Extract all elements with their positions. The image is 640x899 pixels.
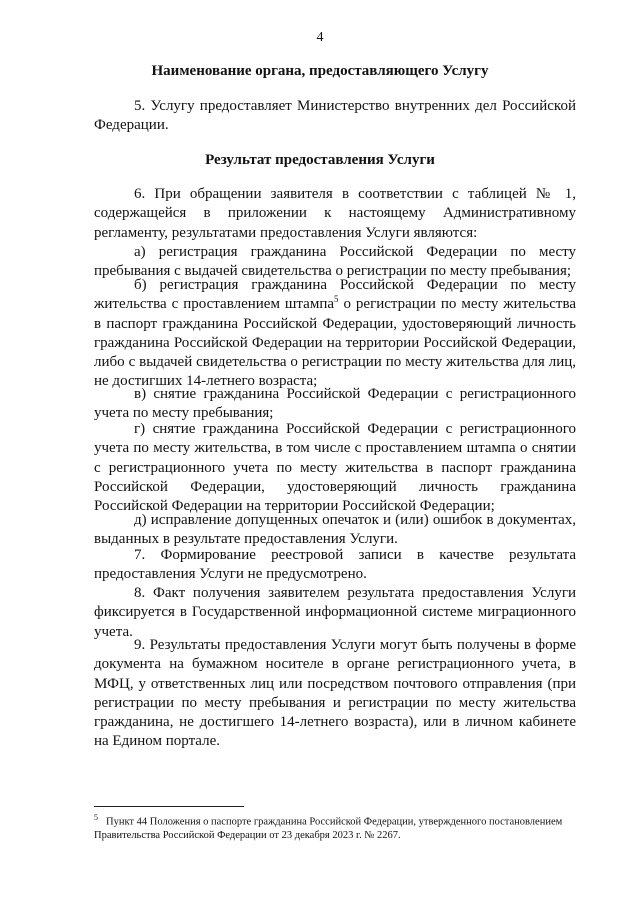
footnote-reference[interactable]: 5 bbox=[334, 294, 339, 305]
section-heading-authority: Наименование органа, предоставляющего Услугу bbox=[151, 63, 489, 79]
list-item-d: д) исправление допущенных опечаток и (или) ошибок в документах, выданных в результате предоставления Услуги. bbox=[94, 512, 576, 548]
list-item-g: г) снятие гражданина Российской Федерации с регистрационного учета по месту жительства, в том числе с проставлением штампа о снятии с регистрационного учета по месту жительства в паспорт гражданина Российской Федерации, удостоверяющий личность гражданина Российской Федерации на территории Российской Федерации; bbox=[94, 421, 576, 515]
list-item-a: а) регистрация гражданина Российской Федерации по месту пребывания с выдачей свидетельства о регистрации по месту пребывания; bbox=[94, 244, 576, 280]
paragraph-9: 9. Результаты предоставления Услуги могут быть получены в форме документа на бумажном носителе в органе регистрационного учета, в МФЦ, у ответственных лиц или посредством почтового отправления (при регистрации по месту пребывания и регистрации по месту жительства гражданина, не достигшего 14-летнего возраста), или в личном кабинете на Едином портале. bbox=[94, 637, 576, 750]
footnote bbox=[94, 811, 576, 842]
paragraph-7: 7. Формирование реестровой записи в качестве результата предоставления Услуги не предусмотрено. bbox=[94, 547, 576, 583]
footnote-text: Пункт 44 Положения о паспорте гражданина Российской Федерации, утвержденного постановлением Правительства Российской Федерации от 23 декабря 2023 г. № 2267. bbox=[94, 816, 563, 841]
list-item-v: в) снятие гражданина Российской Федерации с регистрационного учета по месту пребывания; bbox=[94, 386, 576, 422]
footnote-divider bbox=[94, 806, 244, 807]
page-number: 4 bbox=[316, 30, 324, 45]
list-item-b-text-end: о регистрации по месту жительства в паспорт гражданина Российской Федерации, удостоверяющий личность гражданина Российской Федерации на территории Российской Федерации, либо с выдачей свидетельства о регистрации по месту жительства для лиц, не достигших 14-летнего возраста; bbox=[94, 296, 576, 390]
footnote-mark: 5 bbox=[94, 813, 98, 822]
list-item-b-text: б) регистрация гражданина Российской Федерации по месту жительства с проставлением штампа bbox=[94, 277, 576, 313]
section-heading-result: Результат предоставления Услуги bbox=[205, 152, 435, 168]
list-item-b bbox=[94, 276, 576, 392]
paragraph-8: 8. Факт получения заявителем результата предоставления Услуги фиксируется в Государственной информационной системе миграционного учета. bbox=[94, 585, 576, 640]
paragraph-5: 5. Услугу предоставляет Министерство внутренних дел Российской Федерации. bbox=[94, 98, 576, 134]
paragraph-6: 6. При обращении заявителя в соответствии с таблицей № 1, содержащейся в приложении к настоящему Административному регламенту, результатами предоставления Услуги являются: bbox=[94, 186, 576, 241]
